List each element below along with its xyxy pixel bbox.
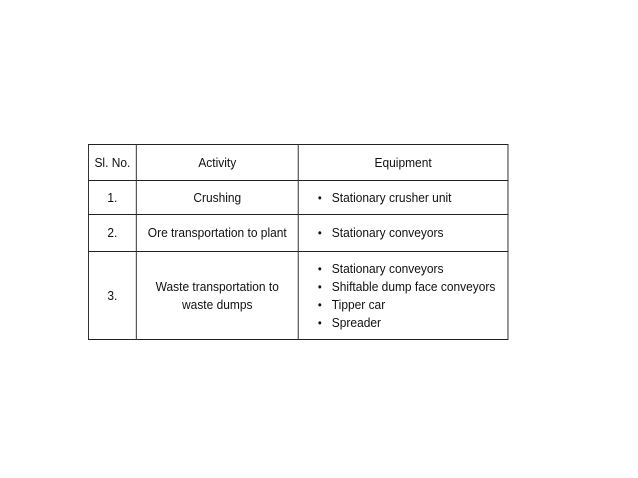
equipment-list [304, 260, 502, 332]
bullet-icon: • [317, 261, 322, 276]
list-item [315, 189, 502, 207]
header-sl-no: Sl. No. [88, 145, 136, 181]
header-equipment: Equipment [298, 145, 508, 181]
equipment-item: Stationary conveyors [331, 225, 444, 240]
list-item [315, 314, 502, 332]
bullet-icon: • [317, 226, 322, 240]
equipment-item: Shiftable dump face conveyors [331, 278, 496, 294]
table-row [88, 181, 508, 215]
cell-sl-no: 1. [88, 181, 136, 215]
table-header-row [88, 145, 508, 181]
list-item [315, 260, 502, 278]
list-item [315, 296, 502, 314]
cell-equipment [298, 215, 508, 252]
equipment-list [304, 189, 502, 207]
cell-equipment [298, 252, 508, 340]
cell-activity: Ore transportation to plant [136, 215, 298, 252]
cell-sl-no: 2. [88, 215, 136, 252]
bullet-icon: • [317, 315, 322, 330]
equipment-item: Tipper car [331, 296, 386, 312]
equipment-list [304, 224, 502, 242]
list-item [315, 278, 502, 296]
cell-activity: Waste transportation to waste dumps [136, 252, 298, 340]
header-activity: Activity [136, 145, 298, 181]
equipment-item: Stationary conveyors [331, 260, 444, 276]
bullet-icon: • [317, 297, 322, 312]
bullet-icon: • [317, 279, 322, 294]
cell-activity: Crushing [136, 181, 298, 215]
equipment-table [88, 144, 508, 340]
cell-equipment [298, 181, 508, 215]
table-row [88, 252, 508, 340]
cell-sl-no: 3. [88, 252, 136, 340]
table-row [88, 215, 508, 252]
equipment-item: Stationary crusher unit [331, 189, 452, 205]
bullet-icon: • [317, 190, 322, 205]
equipment-item: Spreader [331, 314, 382, 330]
list-item [315, 224, 502, 242]
